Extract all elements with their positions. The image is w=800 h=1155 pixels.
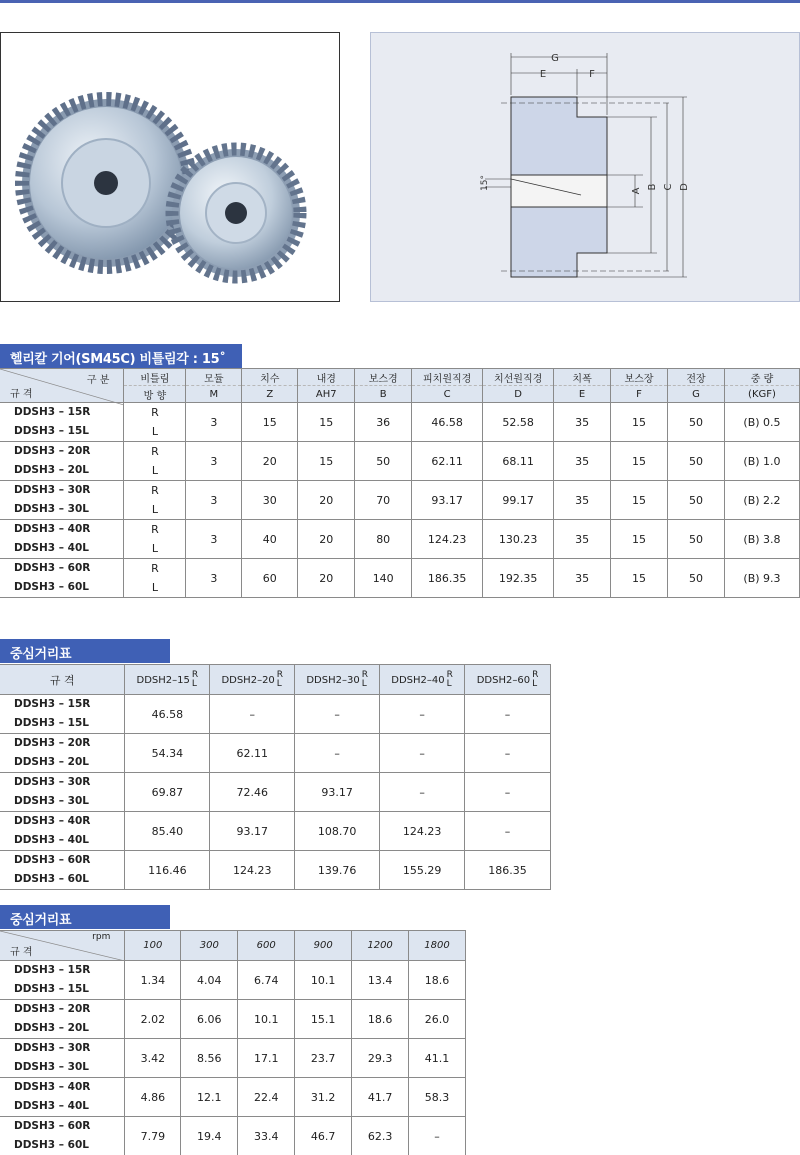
value-cell: 50 bbox=[668, 559, 725, 598]
spec-left: DDSH3 – 60L bbox=[14, 1139, 89, 1151]
col-header-total-len: 전장 bbox=[668, 369, 725, 386]
col-header-teeth-sym: Z bbox=[242, 386, 298, 403]
value-cell: – bbox=[465, 734, 551, 773]
direction-header-bottom: 방 향 bbox=[124, 386, 186, 403]
col-header-boss-len: 보스장 bbox=[611, 369, 668, 386]
spec-header-corner bbox=[0, 369, 124, 403]
direction-r: R bbox=[151, 562, 159, 575]
spec-cell bbox=[0, 481, 124, 520]
spec-left: DDSH3 – 20L bbox=[14, 464, 89, 476]
rl-r: R bbox=[191, 669, 199, 680]
spec-left: DDSH3 – 30L bbox=[14, 503, 89, 515]
value-cell: 124.23 bbox=[210, 851, 295, 890]
center-col-label: DDSH2–20 bbox=[221, 674, 275, 686]
rpm-col-header: 900 bbox=[295, 931, 352, 961]
spec-right: DDSH3 – 20R bbox=[14, 737, 91, 749]
value-cell: 4.86 bbox=[125, 1078, 181, 1117]
table-row bbox=[0, 1039, 466, 1078]
col-header-tip-dia: 치선원직경 bbox=[483, 369, 554, 386]
value-cell: 15 bbox=[242, 403, 298, 442]
value-cell: – bbox=[465, 695, 551, 734]
value-cell: (B) 9.3 bbox=[724, 559, 799, 598]
value-cell: 33.4 bbox=[238, 1117, 295, 1155]
rpm-table bbox=[0, 930, 466, 1155]
table-row bbox=[0, 403, 800, 442]
value-cell: – bbox=[380, 773, 465, 812]
rl-r: R bbox=[276, 669, 284, 680]
center-col-label: DDSH2–15 bbox=[136, 674, 190, 686]
value-cell: 35 bbox=[554, 481, 611, 520]
col-header-weight: 중 량 bbox=[724, 369, 799, 386]
large-gear bbox=[22, 99, 190, 267]
spec-right: DDSH3 – 40R bbox=[14, 1081, 91, 1093]
spec-cell bbox=[0, 734, 125, 773]
value-cell: 69.87 bbox=[125, 773, 210, 812]
rl-r: R bbox=[532, 669, 539, 680]
value-cell: 35 bbox=[554, 403, 611, 442]
col-header-pitch-dia-sym: C bbox=[412, 386, 483, 403]
spec-right: DDSH3 – 40R bbox=[14, 815, 91, 827]
spec-cell bbox=[0, 1039, 125, 1078]
value-cell: – bbox=[409, 1117, 466, 1155]
col-header-teeth: 치수 bbox=[242, 369, 298, 386]
value-cell: 20 bbox=[298, 559, 355, 598]
value-cell: 4.04 bbox=[181, 961, 238, 1000]
value-cell: – bbox=[210, 695, 295, 734]
main-table-title: 헬리칼 기어(SM45C) 비틀림각 : 15˚ bbox=[0, 344, 242, 368]
value-cell: 23.7 bbox=[295, 1039, 352, 1078]
spec-right: DDSH3 – 60R bbox=[14, 854, 91, 866]
value-cell: 3 bbox=[186, 559, 242, 598]
value-cell: 15 bbox=[298, 442, 355, 481]
value-cell: 29.3 bbox=[352, 1039, 409, 1078]
value-cell: 13.4 bbox=[352, 961, 409, 1000]
direction-cell bbox=[124, 442, 186, 481]
table-row bbox=[0, 559, 800, 598]
rl-l: L bbox=[446, 678, 452, 689]
rl-indicator bbox=[192, 671, 198, 689]
spec-right: DDSH3 – 60R bbox=[14, 1120, 91, 1132]
spec-left: DDSH3 – 30L bbox=[14, 795, 89, 807]
top-accent-bar bbox=[0, 0, 800, 3]
value-cell: – bbox=[380, 734, 465, 773]
value-cell: 2.02 bbox=[125, 1000, 181, 1039]
table-row bbox=[0, 734, 551, 773]
center-col-label: DDSH2–40 bbox=[391, 674, 445, 686]
value-cell: (B) 2.2 bbox=[724, 481, 799, 520]
center-col-header bbox=[210, 665, 295, 695]
spec-cell bbox=[0, 695, 125, 734]
value-cell: 15.1 bbox=[295, 1000, 352, 1039]
value-cell: 8.56 bbox=[181, 1039, 238, 1078]
value-cell: (B) 3.8 bbox=[724, 520, 799, 559]
col-header-weight-unit: (KGF) bbox=[724, 386, 799, 403]
value-cell: 22.4 bbox=[238, 1078, 295, 1117]
table-row bbox=[0, 520, 800, 559]
center-col-header bbox=[295, 665, 380, 695]
value-cell: 15 bbox=[611, 442, 668, 481]
value-cell: 50 bbox=[355, 442, 412, 481]
value-cell: 70 bbox=[355, 481, 412, 520]
table-row bbox=[0, 695, 551, 734]
spec-right: DDSH3 – 40R bbox=[14, 523, 91, 535]
spec-cell bbox=[0, 520, 124, 559]
value-cell: 186.35 bbox=[412, 559, 483, 598]
value-cell: 18.6 bbox=[352, 1000, 409, 1039]
direction-cell bbox=[124, 481, 186, 520]
value-cell: 3 bbox=[186, 403, 242, 442]
value-cell: 60 bbox=[242, 559, 298, 598]
spec-cell bbox=[0, 442, 124, 481]
table-row bbox=[0, 442, 800, 481]
spec-right: DDSH3 – 30R bbox=[14, 776, 91, 788]
rpm-spec-label: 규 격 bbox=[10, 947, 33, 958]
value-cell: – bbox=[295, 734, 380, 773]
center-table-title: 중심거리표 bbox=[0, 639, 170, 663]
spec-right: DDSH3 – 15R bbox=[14, 698, 91, 710]
dim-b-label: B bbox=[647, 183, 658, 191]
col-header-total-len-sym: G bbox=[668, 386, 725, 403]
value-cell: 192.35 bbox=[483, 559, 554, 598]
value-cell: 80 bbox=[355, 520, 412, 559]
direction-r: R bbox=[151, 445, 159, 458]
value-cell: 35 bbox=[554, 559, 611, 598]
center-col-header bbox=[380, 665, 465, 695]
spec-left: DDSH3 – 20L bbox=[14, 1022, 89, 1034]
value-cell: 186.35 bbox=[465, 851, 551, 890]
value-cell: – bbox=[465, 812, 551, 851]
dim-g-label: G bbox=[551, 53, 559, 64]
technical-drawing bbox=[370, 32, 800, 302]
value-cell: 124.23 bbox=[412, 520, 483, 559]
dim-d-label: D bbox=[679, 183, 690, 191]
rpm-label: rpm bbox=[92, 932, 111, 942]
spec-left: DDSH3 – 15L bbox=[14, 983, 89, 995]
value-cell: 46.58 bbox=[125, 695, 210, 734]
helical-gear-pair-icon bbox=[1, 33, 339, 301]
spec-left: DDSH3 – 60L bbox=[14, 581, 89, 593]
direction-l: L bbox=[151, 542, 158, 555]
direction-r: R bbox=[151, 484, 159, 497]
value-cell: – bbox=[295, 695, 380, 734]
value-cell: 93.17 bbox=[210, 812, 295, 851]
spec-cell bbox=[0, 559, 124, 598]
rpm-header-corner bbox=[0, 931, 125, 961]
value-cell: 72.46 bbox=[210, 773, 295, 812]
direction-r: R bbox=[151, 406, 159, 419]
rpm-col-header: 300 bbox=[181, 931, 238, 961]
spec-cell bbox=[0, 1000, 125, 1039]
value-cell: 35 bbox=[554, 520, 611, 559]
col-header-pitch-dia: 피치원직경 bbox=[412, 369, 483, 386]
spec-right: DDSH3 – 15R bbox=[14, 406, 91, 418]
value-cell: 36 bbox=[355, 403, 412, 442]
value-cell: 93.17 bbox=[295, 773, 380, 812]
center-col-header bbox=[465, 665, 551, 695]
col-header-boss-dia: 보스경 bbox=[355, 369, 412, 386]
spec-left: DDSH3 – 40L bbox=[14, 834, 89, 846]
value-cell: 139.76 bbox=[295, 851, 380, 890]
rpm-col-header: 1200 bbox=[352, 931, 409, 961]
center-col-header bbox=[125, 665, 210, 695]
value-cell: 62.3 bbox=[352, 1117, 409, 1155]
gubun-label: 구 분 bbox=[86, 375, 110, 386]
col-header-tip-dia-sym: D bbox=[483, 386, 554, 403]
value-cell: 3 bbox=[186, 442, 242, 481]
spec-cell bbox=[0, 1078, 125, 1117]
value-cell: 46.58 bbox=[412, 403, 483, 442]
dim-f-label: F bbox=[589, 69, 595, 80]
value-cell: 130.23 bbox=[483, 520, 554, 559]
direction-cell bbox=[124, 520, 186, 559]
value-cell: 35 bbox=[554, 442, 611, 481]
dim-e-label: E bbox=[539, 69, 547, 80]
spec-right: DDSH3 – 20R bbox=[14, 445, 91, 457]
value-cell: 10.1 bbox=[295, 961, 352, 1000]
value-cell: (B) 1.0 bbox=[724, 442, 799, 481]
value-cell: – bbox=[465, 773, 551, 812]
rl-r: R bbox=[446, 669, 453, 680]
value-cell: 20 bbox=[298, 520, 355, 559]
direction-l: L bbox=[151, 503, 158, 516]
spec-left: DDSH3 – 40L bbox=[14, 1100, 89, 1112]
center-spec-header: 규 격 bbox=[0, 665, 125, 695]
value-cell: 15 bbox=[611, 403, 668, 442]
spec-cell bbox=[0, 403, 124, 442]
rl-l: L bbox=[191, 678, 197, 689]
center-col-label: DDSH2–60 bbox=[476, 674, 531, 686]
rl-indicator bbox=[277, 671, 283, 689]
table-row bbox=[0, 961, 466, 1000]
small-gear bbox=[172, 149, 300, 277]
rl-l: L bbox=[361, 678, 367, 689]
value-cell: 15 bbox=[611, 481, 668, 520]
value-cell: 99.17 bbox=[483, 481, 554, 520]
spec-cell bbox=[0, 961, 125, 1000]
spec-cell bbox=[0, 851, 125, 890]
value-cell: 10.1 bbox=[238, 1000, 295, 1039]
dim-a-label: A bbox=[631, 187, 642, 195]
spec-right: DDSH3 – 30R bbox=[14, 484, 91, 496]
value-cell: 116.46 bbox=[125, 851, 210, 890]
value-cell: 46.7 bbox=[295, 1117, 352, 1155]
value-cell: 50 bbox=[668, 403, 725, 442]
value-cell: 18.6 bbox=[409, 961, 466, 1000]
spec-left: DDSH3 – 20L bbox=[14, 756, 89, 768]
rpm-table-title: 중심거리표 bbox=[0, 905, 170, 929]
dim-c-label: C bbox=[663, 183, 674, 191]
value-cell: 7.79 bbox=[125, 1117, 181, 1155]
value-cell: 50 bbox=[668, 442, 725, 481]
center-distance-table bbox=[0, 664, 551, 890]
spec-left: DDSH3 – 60L bbox=[14, 873, 89, 885]
col-header-face-width-sym: E bbox=[554, 386, 611, 403]
rl-l: L bbox=[532, 678, 538, 689]
rpm-col-header: 1800 bbox=[409, 931, 466, 961]
value-cell: 3 bbox=[186, 520, 242, 559]
gear-section-diagram bbox=[371, 33, 799, 301]
rl-l: L bbox=[276, 678, 282, 689]
value-cell: 15 bbox=[298, 403, 355, 442]
value-cell: 26.0 bbox=[409, 1000, 466, 1039]
helix-angle-label: 15° bbox=[480, 175, 490, 191]
value-cell: 50 bbox=[668, 520, 725, 559]
spec-cell bbox=[0, 1117, 125, 1155]
spec-right: DDSH3 – 15R bbox=[14, 964, 91, 976]
value-cell: 58.3 bbox=[409, 1078, 466, 1117]
spec-left: DDSH3 – 15L bbox=[14, 717, 89, 729]
direction-cell bbox=[124, 403, 186, 442]
value-cell: 85.40 bbox=[125, 812, 210, 851]
table-row bbox=[0, 1078, 466, 1117]
value-cell: 68.11 bbox=[483, 442, 554, 481]
value-cell: 93.17 bbox=[412, 481, 483, 520]
col-header-boss-len-sym: F bbox=[611, 386, 668, 403]
value-cell: 20 bbox=[298, 481, 355, 520]
rl-indicator bbox=[447, 671, 453, 689]
spec-left: DDSH3 – 15L bbox=[14, 425, 89, 437]
value-cell: (B) 0.5 bbox=[724, 403, 799, 442]
value-cell: 62.11 bbox=[210, 734, 295, 773]
direction-cell bbox=[124, 559, 186, 598]
table-row bbox=[0, 851, 551, 890]
rl-r: R bbox=[361, 669, 368, 680]
value-cell: 6.06 bbox=[181, 1000, 238, 1039]
product-photo bbox=[0, 32, 340, 302]
value-cell: 31.2 bbox=[295, 1078, 352, 1117]
value-cell: 19.4 bbox=[181, 1117, 238, 1155]
col-header-bore-sym: AH7 bbox=[298, 386, 355, 403]
value-cell: 6.74 bbox=[238, 961, 295, 1000]
table-row bbox=[0, 481, 800, 520]
rl-indicator bbox=[362, 671, 368, 689]
value-cell: 40 bbox=[242, 520, 298, 559]
spec-cell bbox=[0, 812, 125, 851]
direction-l: L bbox=[151, 425, 158, 438]
gyugyeok-label: 규 격 bbox=[10, 389, 33, 400]
value-cell: 52.58 bbox=[483, 403, 554, 442]
col-header-boss-dia-sym: B bbox=[355, 386, 412, 403]
direction-l: L bbox=[151, 581, 158, 594]
value-cell: – bbox=[380, 695, 465, 734]
value-cell: 20 bbox=[242, 442, 298, 481]
value-cell: 62.11 bbox=[412, 442, 483, 481]
rpm-col-header: 600 bbox=[238, 931, 295, 961]
value-cell: 30 bbox=[242, 481, 298, 520]
value-cell: 3.42 bbox=[125, 1039, 181, 1078]
table-row bbox=[0, 1000, 466, 1039]
col-header-module-sym: M bbox=[186, 386, 242, 403]
table-row bbox=[0, 812, 551, 851]
spec-right: DDSH3 – 60R bbox=[14, 562, 91, 574]
spec-right: DDSH3 – 20R bbox=[14, 1003, 91, 1015]
spec-right: DDSH3 – 30R bbox=[14, 1042, 91, 1054]
direction-l: L bbox=[151, 464, 158, 477]
table-row bbox=[0, 773, 551, 812]
value-cell: 54.34 bbox=[125, 734, 210, 773]
spec-table bbox=[0, 368, 800, 598]
col-header-module: 모듈 bbox=[186, 369, 242, 386]
col-header-face-width: 치폭 bbox=[554, 369, 611, 386]
value-cell: 15 bbox=[611, 559, 668, 598]
value-cell: 155.29 bbox=[380, 851, 465, 890]
spec-left: DDSH3 – 40L bbox=[14, 542, 89, 554]
value-cell: 3 bbox=[186, 481, 242, 520]
value-cell: 41.1 bbox=[409, 1039, 466, 1078]
value-cell: 124.23 bbox=[380, 812, 465, 851]
rpm-col-header: 100 bbox=[125, 931, 181, 961]
value-cell: 15 bbox=[611, 520, 668, 559]
value-cell: 12.1 bbox=[181, 1078, 238, 1117]
rl-indicator bbox=[532, 671, 538, 689]
value-cell: 17.1 bbox=[238, 1039, 295, 1078]
center-col-label: DDSH2–30 bbox=[306, 674, 360, 686]
value-cell: 140 bbox=[355, 559, 412, 598]
value-cell: 50 bbox=[668, 481, 725, 520]
spec-cell bbox=[0, 773, 125, 812]
col-header-bore: 내경 bbox=[298, 369, 355, 386]
value-cell: 1.34 bbox=[125, 961, 181, 1000]
value-cell: 41.7 bbox=[352, 1078, 409, 1117]
table-row bbox=[0, 1117, 466, 1155]
spec-left: DDSH3 – 30L bbox=[14, 1061, 89, 1073]
direction-header-top: 비틀림 bbox=[124, 369, 186, 386]
value-cell: 108.70 bbox=[295, 812, 380, 851]
direction-r: R bbox=[151, 523, 159, 536]
